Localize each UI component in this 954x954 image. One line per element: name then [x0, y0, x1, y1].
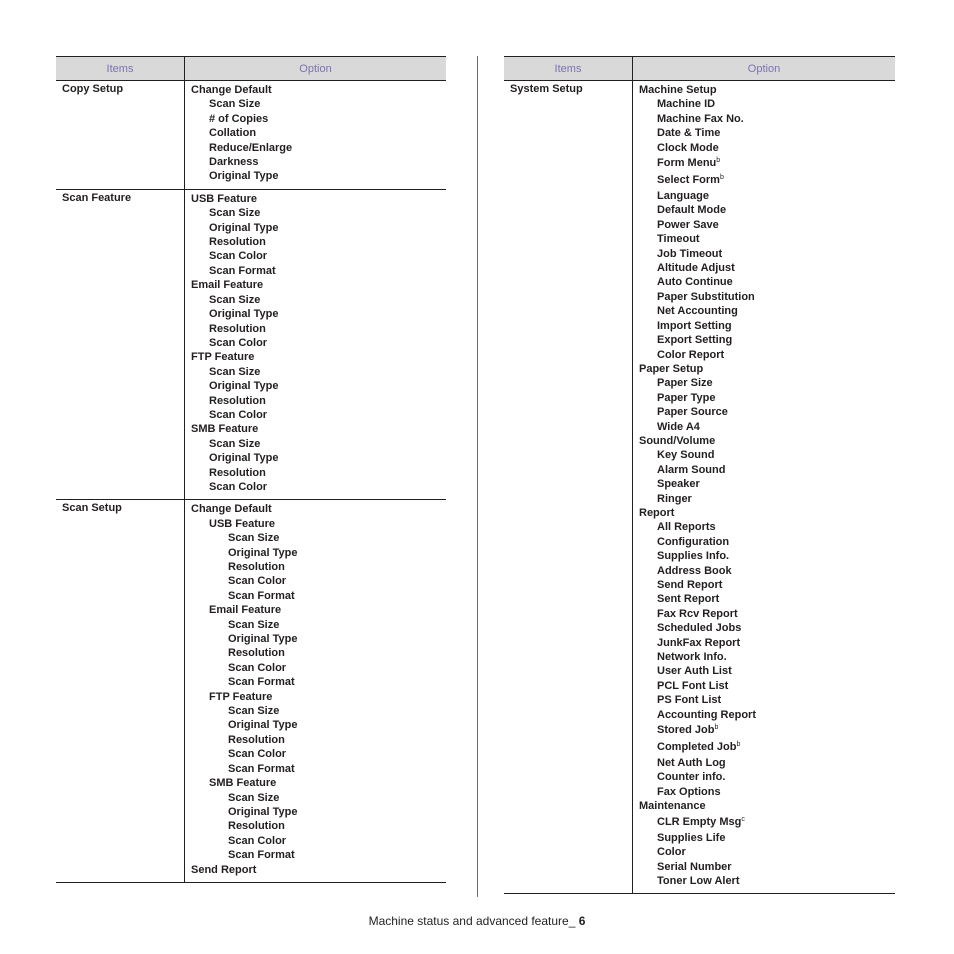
- option-item: [191, 155, 440, 169]
- option-item: [639, 770, 889, 784]
- option-item: [639, 845, 889, 859]
- option-item: [191, 322, 440, 336]
- option-label: Send Report: [657, 579, 723, 591]
- option-item: [191, 466, 440, 480]
- option-label: Fax Rcv Report: [657, 607, 738, 620]
- item-cell: Scan Feature: [56, 189, 185, 500]
- footnote-marker: b: [719, 174, 724, 182]
- option-label: Export Setting: [657, 334, 733, 347]
- option-item: [191, 560, 440, 574]
- right-table-body: [504, 81, 895, 894]
- option-item: [639, 405, 889, 419]
- option-label: Scan Color: [228, 575, 287, 588]
- option-item: [191, 762, 440, 776]
- option-label: Paper Type: [657, 391, 716, 404]
- option-item: [191, 661, 440, 675]
- option-item: [191, 819, 440, 833]
- option-item: [191, 112, 440, 126]
- option-item: [191, 618, 440, 632]
- option-item: [639, 739, 889, 756]
- option-column-header: Option: [633, 57, 896, 81]
- option-item: [191, 834, 440, 848]
- option-label: Supplies Life: [657, 831, 726, 844]
- option-label: Send Report: [191, 863, 257, 876]
- option-item: [639, 304, 889, 318]
- option-label: Import Setting: [657, 319, 732, 332]
- right-menu-table: [504, 56, 895, 894]
- option-label: Scan Format: [209, 264, 276, 277]
- option-label: Language: [657, 190, 709, 203]
- option-label: Scan Color: [228, 834, 287, 847]
- option-column-header: Option: [185, 57, 447, 81]
- option-item: [191, 502, 440, 516]
- option-item: [639, 126, 889, 140]
- option-label: Darkness: [209, 156, 259, 169]
- option-item: [639, 290, 889, 304]
- option-item: [191, 350, 440, 364]
- option-label: PCL Font List: [657, 679, 729, 692]
- option-item: [639, 155, 889, 172]
- option-label: Resolution: [209, 466, 266, 479]
- option-item: [639, 814, 889, 831]
- option-label: Scan Size: [228, 618, 280, 631]
- option-item: [191, 675, 440, 689]
- option-item: [191, 574, 440, 588]
- option-label: Completed Job: [657, 741, 737, 754]
- left-menu-table: [56, 56, 446, 883]
- option-item: [191, 206, 440, 220]
- option-item: [191, 632, 440, 646]
- option-label: Paper Substitution: [657, 290, 755, 303]
- option-label: FTP Feature: [191, 351, 255, 364]
- option-item: [639, 247, 889, 261]
- option-item: [639, 172, 889, 189]
- option-label: JunkFax Report: [657, 636, 741, 649]
- option-item: [191, 278, 440, 292]
- option-label: Configuration: [657, 535, 730, 548]
- option-item: [639, 592, 889, 606]
- option-item: [639, 420, 889, 434]
- option-item: [639, 218, 889, 232]
- option-item: [639, 679, 889, 693]
- option-label: USB Feature: [191, 192, 258, 205]
- option-item: [191, 589, 440, 603]
- option-item: [191, 805, 440, 819]
- option-label: Original Type: [209, 452, 279, 465]
- option-label: Job Timeout: [657, 247, 723, 260]
- option-item: [191, 307, 440, 321]
- option-label: Scan Color: [228, 748, 287, 761]
- option-label: Report: [639, 506, 675, 519]
- option-label: Clock Mode: [657, 141, 719, 154]
- option-label: Scan Format: [228, 762, 295, 775]
- option-label: Maintenance: [639, 800, 706, 813]
- option-label: Sent Report: [657, 593, 720, 606]
- option-label: Fax Options: [657, 785, 721, 798]
- table-header-row: [504, 57, 895, 81]
- option-item: [191, 791, 440, 805]
- option-label: Serial Number: [657, 860, 732, 873]
- footnote-marker: c: [741, 815, 745, 823]
- items-column-header: Items: [504, 57, 633, 81]
- option-item: [191, 365, 440, 379]
- footnote-marker: b: [736, 741, 741, 749]
- option-label: All Reports: [657, 521, 716, 534]
- option-label: Color: [657, 846, 686, 859]
- table-row: [56, 500, 446, 883]
- option-item: [191, 249, 440, 263]
- option-label: Ringer: [657, 492, 692, 505]
- option-item: [191, 235, 440, 249]
- option-item: [639, 112, 889, 126]
- option-label: Form Menu: [657, 157, 717, 170]
- option-item: [191, 126, 440, 140]
- option-label: Color Report: [657, 348, 725, 361]
- option-label: Machine ID: [657, 98, 716, 111]
- option-label: Email Feature: [191, 279, 264, 292]
- option-item: [191, 437, 440, 451]
- option-item: [639, 621, 889, 635]
- option-label: Paper Source: [657, 406, 728, 419]
- option-label: Scan Format: [228, 676, 295, 689]
- option-label: Scan Color: [209, 408, 268, 421]
- page-footer: [0, 914, 954, 928]
- option-item: [191, 408, 440, 422]
- option-item: [639, 203, 889, 217]
- option-label: Date & Time: [657, 127, 721, 140]
- option-item: [639, 448, 889, 462]
- option-label: Key Sound: [657, 449, 715, 462]
- option-label: Scan Size: [209, 207, 261, 220]
- option-label: Collation: [209, 127, 257, 140]
- option-label: Wide A4: [657, 420, 700, 433]
- option-item: [639, 362, 889, 376]
- option-label: FTP Feature: [209, 690, 273, 703]
- option-label: Scan Size: [209, 98, 261, 111]
- option-label: CLR Empty Msg: [657, 815, 742, 828]
- items-column-header: Items: [56, 57, 185, 81]
- option-label: Scan Size: [209, 365, 261, 378]
- item-cell: Scan Setup: [56, 500, 185, 883]
- option-label: Net Accounting: [657, 305, 738, 318]
- option-item: [639, 520, 889, 534]
- option-label: Machine Setup: [639, 84, 717, 96]
- option-label: Paper Setup: [639, 362, 704, 375]
- option-label: Toner Low Alert: [657, 874, 740, 887]
- option-item: [191, 336, 440, 350]
- option-item: [639, 83, 889, 97]
- option-item: [639, 650, 889, 664]
- option-item: [639, 391, 889, 405]
- option-item: [191, 546, 440, 560]
- option-label: Original Type: [228, 805, 298, 818]
- option-label: SMB Feature: [209, 777, 277, 790]
- option-label: Original Type: [228, 546, 298, 559]
- option-label: Supplies Info.: [657, 550, 730, 563]
- option-item: [639, 785, 889, 799]
- option-item: [639, 492, 889, 506]
- option-label: Original Type: [209, 170, 279, 183]
- option-label: Original Type: [209, 221, 279, 234]
- option-item: [191, 848, 440, 862]
- left-menu-table-container: [56, 56, 446, 883]
- option-label: Scan Size: [228, 791, 280, 804]
- option-label: Scan Size: [209, 437, 261, 450]
- option-label: Scan Color: [228, 661, 287, 674]
- option-cell: [185, 500, 447, 883]
- option-item: [639, 506, 889, 520]
- option-cell: [633, 81, 896, 894]
- item-cell: Copy Setup: [56, 81, 185, 190]
- option-item: [639, 275, 889, 289]
- option-item: [639, 232, 889, 246]
- option-item: [639, 319, 889, 333]
- option-item: [191, 264, 440, 278]
- option-label: Accounting Report: [657, 708, 756, 721]
- footer-text: Machine status and advanced feature_: [368, 914, 579, 928]
- option-label: Scan Format: [228, 589, 295, 602]
- option-cell: [185, 189, 447, 500]
- option-item: [639, 535, 889, 549]
- option-label: Network Info.: [657, 651, 727, 664]
- option-label: Address Book: [657, 564, 732, 577]
- option-label: Resolution: [209, 394, 266, 407]
- option-item: [639, 434, 889, 448]
- option-label: Sound/Volume: [639, 434, 716, 447]
- option-label: Email Feature: [209, 604, 282, 617]
- option-item: [191, 293, 440, 307]
- option-label: Resolution: [228, 647, 285, 660]
- option-label: Scan Color: [209, 336, 268, 349]
- option-label: Net Auth Log: [657, 757, 726, 770]
- option-item: [191, 451, 440, 465]
- column-divider: [477, 56, 478, 897]
- option-label: Stored Job: [657, 724, 715, 737]
- option-item: [639, 693, 889, 707]
- option-item: [191, 422, 440, 436]
- option-item: [191, 394, 440, 408]
- option-cell: [185, 81, 447, 190]
- option-item: [191, 733, 440, 747]
- option-item: [639, 607, 889, 621]
- option-item: [191, 646, 440, 660]
- option-item: [639, 463, 889, 477]
- option-label: Power Save: [657, 218, 719, 231]
- option-item: [639, 860, 889, 874]
- option-label: Resolution: [228, 733, 285, 746]
- option-label: Resolution: [209, 236, 266, 249]
- option-label: Default Mode: [657, 204, 727, 217]
- option-item: [639, 376, 889, 390]
- option-item: [191, 379, 440, 393]
- option-item: [639, 578, 889, 592]
- page-number: 6: [578, 914, 586, 928]
- option-label: Alarm Sound: [657, 463, 726, 476]
- option-item: [639, 189, 889, 203]
- option-item: [639, 141, 889, 155]
- option-label: Resolution: [209, 322, 266, 335]
- item-cell: System Setup: [504, 81, 633, 894]
- left-table-body: [56, 81, 446, 883]
- option-item: [191, 863, 440, 877]
- option-label: Select Form: [657, 174, 720, 187]
- option-label: SMB Feature: [191, 423, 259, 436]
- option-label: # of Copies: [209, 112, 269, 125]
- option-item: [639, 564, 889, 578]
- table-header-row: [56, 57, 446, 81]
- option-item: [639, 477, 889, 491]
- option-item: [639, 636, 889, 650]
- option-item: [639, 333, 889, 347]
- option-label: Change Default: [191, 84, 272, 96]
- option-label: Change Default: [191, 503, 272, 516]
- option-label: User Auth List: [657, 665, 732, 678]
- option-item: [191, 690, 440, 704]
- option-item: [191, 480, 440, 494]
- option-label: Speaker: [657, 478, 700, 491]
- option-label: Resolution: [228, 561, 285, 573]
- footnote-marker: b: [716, 157, 721, 165]
- right-menu-table-container: [504, 56, 895, 894]
- option-item: [191, 747, 440, 761]
- option-label: Resolution: [228, 820, 285, 833]
- option-label: Paper Size: [657, 377, 713, 390]
- option-item: [639, 261, 889, 275]
- option-item: [639, 549, 889, 563]
- table-row: [56, 81, 446, 190]
- option-label: Scan Size: [228, 705, 280, 718]
- option-item: [191, 517, 440, 531]
- option-item: [191, 704, 440, 718]
- option-item: [639, 874, 889, 888]
- option-item: [191, 141, 440, 155]
- option-label: Scan Format: [228, 849, 295, 862]
- option-item: [639, 831, 889, 845]
- option-item: [639, 348, 889, 362]
- option-item: [191, 221, 440, 235]
- option-item: [191, 169, 440, 183]
- option-label: Timeout: [657, 233, 700, 246]
- option-label: Altitude Adjust: [657, 262, 735, 275]
- option-label: Scan Color: [209, 250, 268, 263]
- option-label: Scan Color: [209, 480, 268, 493]
- option-label: Scheduled Jobs: [657, 622, 742, 635]
- option-item: [191, 776, 440, 790]
- option-item: [639, 664, 889, 678]
- footnote-marker: b: [714, 724, 719, 732]
- option-item: [191, 718, 440, 732]
- option-item: [639, 722, 889, 739]
- option-item: [191, 603, 440, 617]
- option-item: [639, 708, 889, 722]
- option-label: Machine Fax No.: [657, 112, 744, 125]
- option-label: Auto Continue: [657, 276, 733, 289]
- table-row: [504, 81, 895, 894]
- option-label: Original Type: [228, 719, 298, 732]
- option-item: [191, 83, 440, 97]
- option-item: [191, 531, 440, 545]
- option-label: Counter info.: [657, 771, 726, 784]
- option-label: Original Type: [209, 308, 279, 321]
- table-row: [56, 189, 446, 500]
- option-label: Original Type: [209, 380, 279, 393]
- option-label: USB Feature: [209, 517, 276, 530]
- option-item: [191, 97, 440, 111]
- option-label: Scan Size: [228, 532, 280, 545]
- option-item: [191, 192, 440, 206]
- option-label: PS Font List: [657, 694, 722, 707]
- option-label: Scan Size: [209, 293, 261, 306]
- option-item: [639, 97, 889, 111]
- option-label: Original Type: [228, 633, 298, 646]
- option-label: Reduce/Enlarge: [209, 141, 293, 154]
- option-item: [639, 756, 889, 770]
- option-item: [639, 799, 889, 813]
